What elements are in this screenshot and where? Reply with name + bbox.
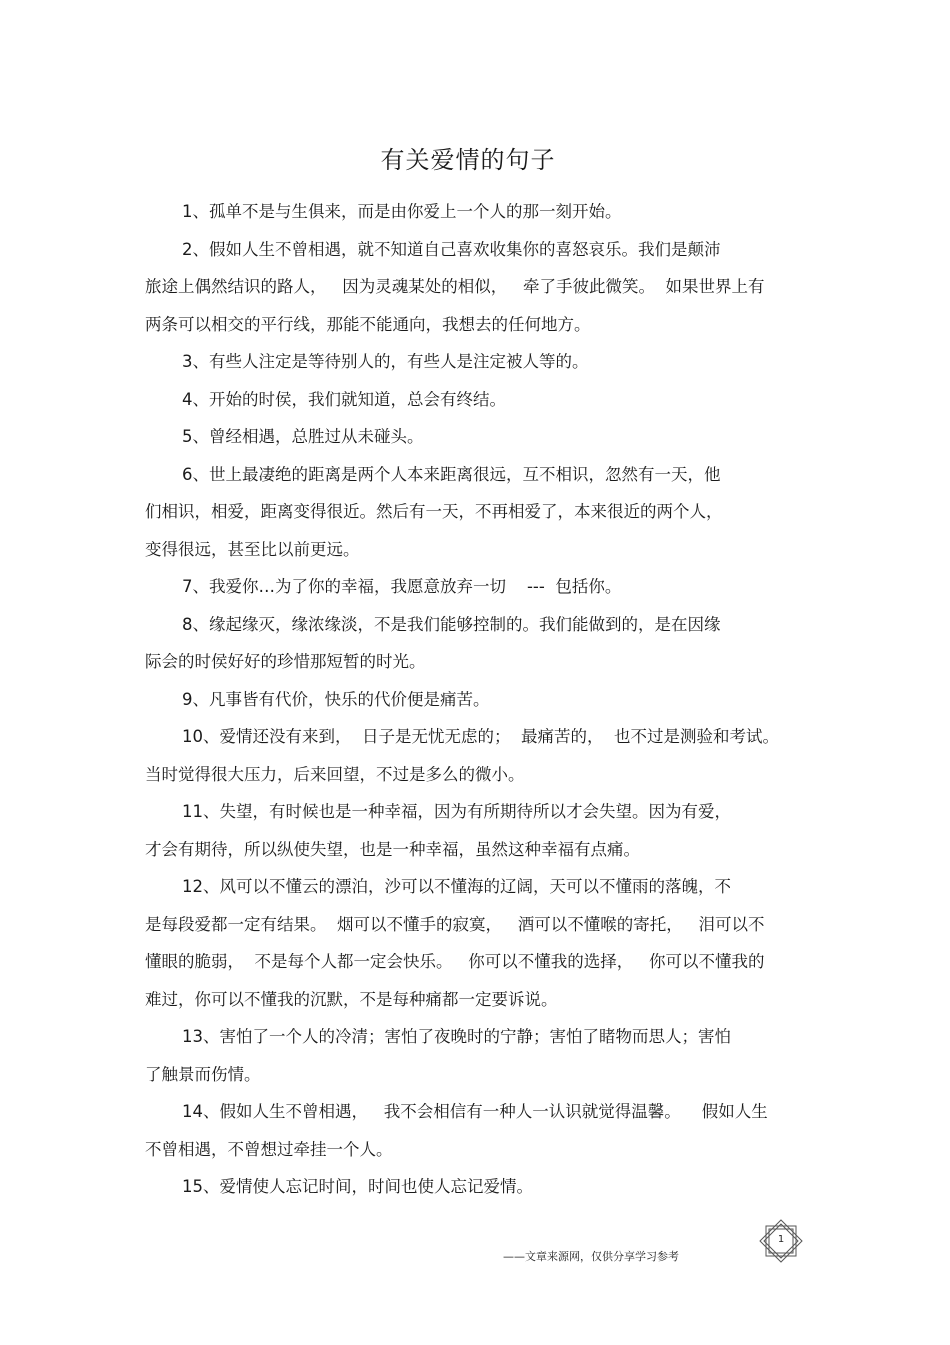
body-line: 4、开始的时侯，我们就知道，总会有终结。 xyxy=(182,389,506,409)
body-line: 11、失望，有时候也是一种幸福，因为有所期待所以才会失望。因为有爱， xyxy=(182,802,731,821)
body-line: 7、我爱你…为了你的幸福，我愿意放弃一切 --- 包括你。 xyxy=(182,577,622,596)
body-line: 旅途上偶然结识的路人， 因为灵魂某处的相似， 牵了手彼此微笑。 如果世界上有 xyxy=(145,277,765,296)
body-line: 10、爱情还没有来到， 日子是无忧无虑的； 最痛苦的， 也不过是测验和考试。 xyxy=(182,727,779,746)
source-note: ——文章来源网，仅供分享学习参考 xyxy=(503,1250,679,1263)
body-line: 15、爱情使人忘记时间，时间也使人忘记爱情。 xyxy=(182,1177,533,1196)
body-line: 们相识，相爱，距离变得很近。然后有一天，不再相爱了，本来很近的两个人， xyxy=(145,502,723,521)
body-line: 6、世上最凄绝的距离是两个人本来距离很远，互不相识，忽然有一天，他 xyxy=(182,464,721,484)
body-line: 13、害怕了一个人的冷清；害怕了夜晚时的宁静；害怕了睹物而思人；害怕 xyxy=(182,1027,731,1046)
body-line: 5、曾经相遇，总胜过从未碰头。 xyxy=(182,427,424,446)
body-line: 了触景而伤情。 xyxy=(145,1064,261,1084)
body-line: 变得很远，甚至比以前更远。 xyxy=(145,539,360,559)
page-number: 1 xyxy=(777,1234,785,1245)
body-line: 际会的时侯好好的珍惜那短暂的时光。 xyxy=(145,652,426,671)
document-body xyxy=(145,193,805,1206)
body-line: 懂眼的脆弱， 不是每个人都一定会快乐。 你可以不懂我的选择， 你可以不懂我的 xyxy=(145,952,765,971)
body-line: 当时觉得很大压力，后来回望，不过是多么的微小。 xyxy=(145,764,525,784)
body-line: 两条可以相交的平行线，那能不能通向，我想去的任何地方。 xyxy=(145,314,591,334)
body-line: 1、孤单不是与生俱来，而是由你爱上一个人的那一刻开始。 xyxy=(182,202,622,221)
body-line: 14、假如人生不曾相遇， 我不会相信有一种人一认识就觉得温馨。 假如人生 xyxy=(182,1102,768,1121)
body-line: 难过，你可以不懂我的沉默，不是每种痛都一定要诉说。 xyxy=(145,989,558,1009)
body-line: 才会有期待，所以纵使失望，也是一种幸福，虽然这种幸福有点痛。 xyxy=(145,839,640,859)
body-line: 12、风可以不懂云的漂泊，沙可以不懂海的辽阔，天可以不懂雨的落魄，不 xyxy=(182,877,731,896)
body-line: 8、缘起缘灭，缘浓缘淡，不是我们能够控制的。我们能做到的，是在因缘 xyxy=(182,614,721,634)
body-line: 不曾相遇，不曾想过牵挂一个人。 xyxy=(145,1139,393,1159)
body-line: 2、假如人生不曾相遇，就不知道自己喜欢收集你的喜怒哀乐。我们是颠沛 xyxy=(182,239,721,259)
body-line: 是每段爱都一定有结果。 烟可以不懂手的寂寞， 酒可以不懂喉的寄托， 泪可以不 xyxy=(145,914,765,934)
document-title: 有关爱情的句子 xyxy=(380,146,556,174)
page-number-badge xyxy=(755,1219,807,1263)
body-line: 3、有些人注定是等待别人的，有些人是注定被人等的。 xyxy=(182,352,589,371)
body-line: 9、凡事皆有代价，快乐的代价便是痛苦。 xyxy=(182,689,490,709)
